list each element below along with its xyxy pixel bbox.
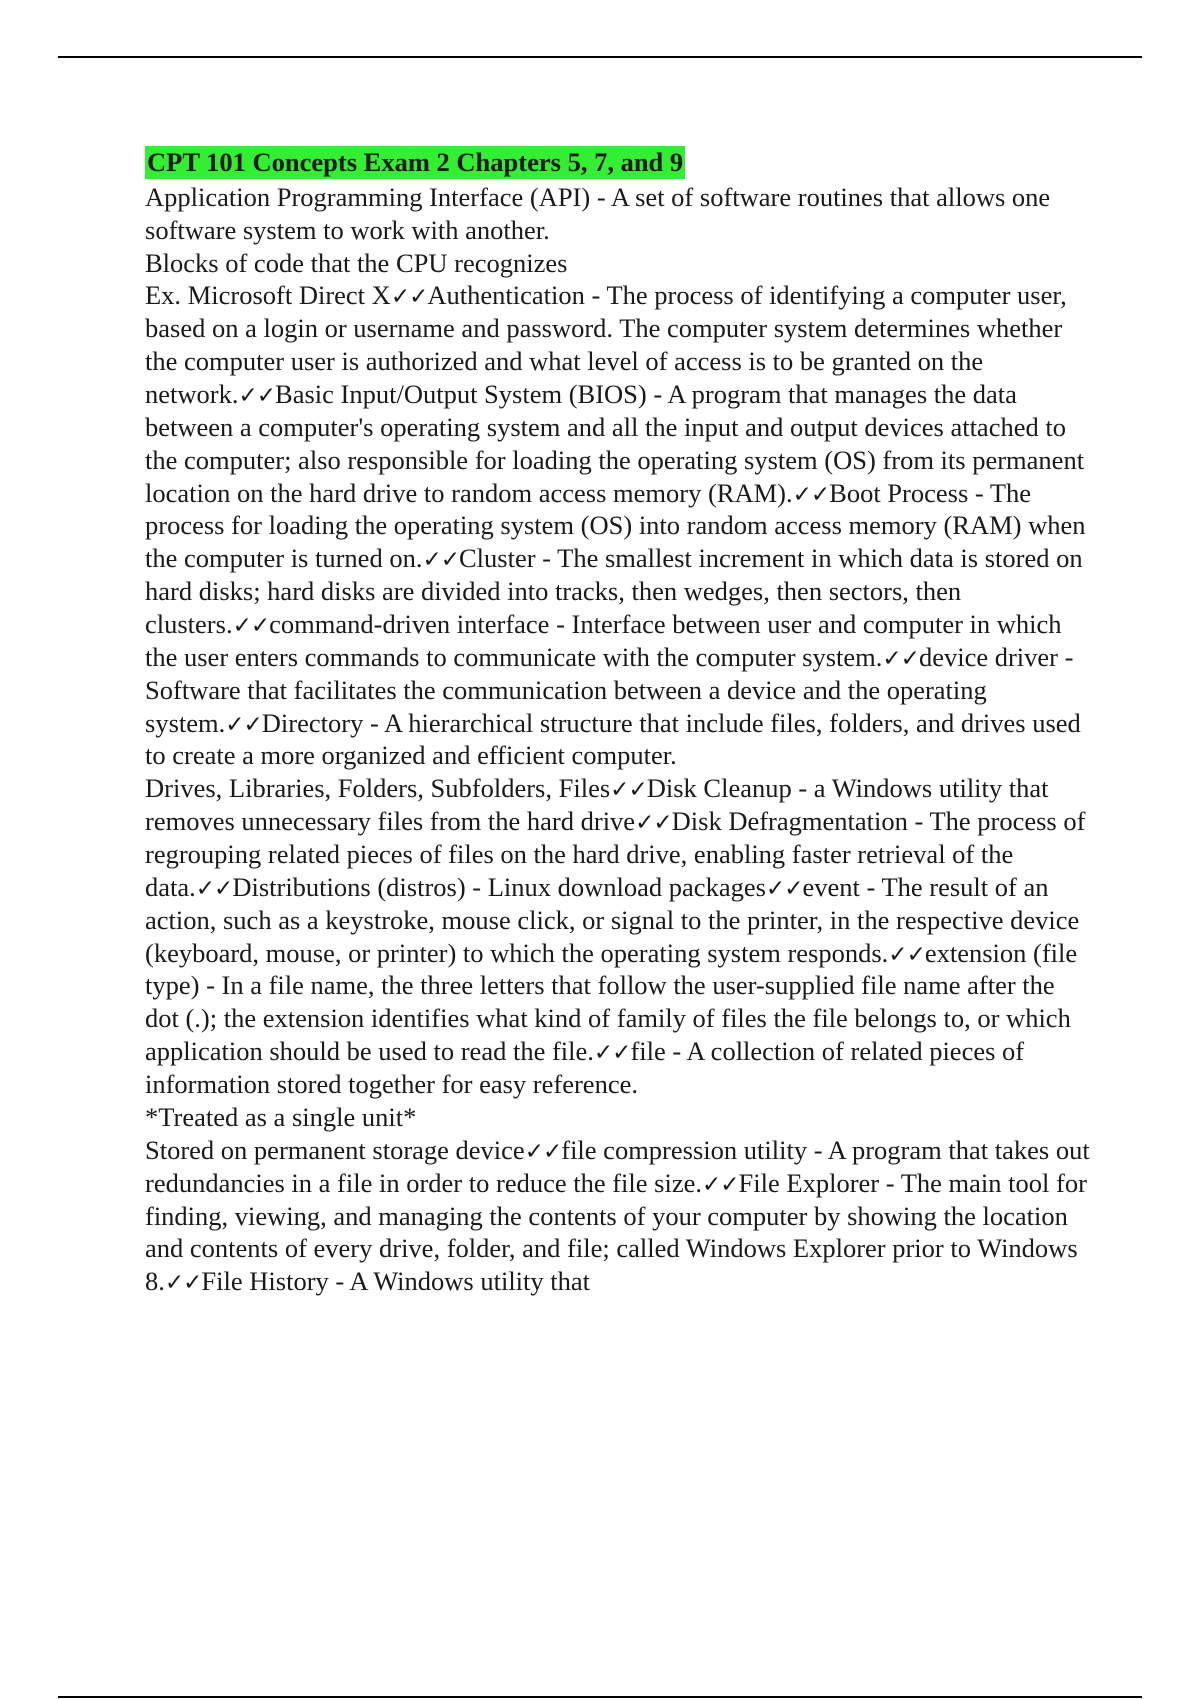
term-definition: event - The result of an action, such as a keystroke, mouse click, or signal to the printer, in the respective device (keyboard, mouse, or printer) to which the operating system responds. bbox=[145, 871, 1080, 968]
check-mark-icon: ✓✓ bbox=[524, 1138, 562, 1165]
check-mark-icon: ✓✓ bbox=[765, 875, 803, 902]
term-definition: File Explorer - The main tool for finding, viewing, and managing the contents of your computer by showing the location and contents of every drive, folder, and file; called Windows Explorer prior to Windows 8. bbox=[145, 1167, 1087, 1297]
term-definition: Stored on permanent storage device bbox=[145, 1134, 525, 1165]
term-definition: Blocks of code that the CPU recognizes bbox=[145, 247, 568, 278]
term-definition: Cluster - The smallest increment in which data is stored on hard disks; hard disks are divided into tracks, then wedges, then sectors, then clusters. bbox=[145, 543, 1083, 640]
check-mark-icon: ✓✓ bbox=[702, 1171, 739, 1198]
check-mark-icon: ✓✓ bbox=[422, 547, 459, 574]
check-mark-icon: ✓✓ bbox=[610, 777, 647, 804]
check-mark-icon: ✓✓ bbox=[164, 1270, 202, 1297]
check-mark-icon: ✓✓ bbox=[882, 645, 919, 672]
check-mark-icon: ✓✓ bbox=[593, 1040, 631, 1067]
term-definition: extension (file type) - In a file name, the three letters that follow the user-supplied file name after the dot (.); the extension identifies what kind of family of files the file belongs to, or which application should be used to read the file. bbox=[145, 937, 1078, 1067]
document-paragraph bbox=[145, 1101, 1095, 1134]
term-definition: file - A collection of related pieces of information stored together for easy reference. bbox=[145, 1036, 1025, 1100]
term-definition: Disk Cleanup - a Windows utility that removes unnecessary files from the hard drive bbox=[145, 773, 1049, 837]
check-mark-icon: ✓✓ bbox=[225, 711, 262, 738]
document-body bbox=[145, 146, 1095, 1298]
check-mark-icon: ✓✓ bbox=[792, 481, 830, 508]
footer-rule bbox=[58, 1696, 1142, 1698]
document-title: CPT 101 Concepts Exam 2 Chapters 5, 7, and 9 bbox=[147, 147, 684, 177]
term-definition: Application Programming Interface (API) - A set of software routines that allows one software system to work with another. bbox=[145, 181, 1051, 245]
term-definition: file compression utility - A program that takes out redundancies in a file in order to reduce the file size. bbox=[145, 1134, 1090, 1198]
term-definition: Drives, Libraries, Folders, Subfolders, Files bbox=[145, 773, 611, 804]
term-definition: Ex. Microsoft Direct X bbox=[145, 280, 391, 311]
check-mark-icon: ✓✓ bbox=[238, 383, 276, 410]
term-definition: Directory - A hierarchical structure that include files, folders, and drives used to create a more organized and efficient computer. bbox=[145, 707, 1081, 771]
term-definition: Distributions (distros) - Linux download packages bbox=[232, 871, 766, 902]
check-mark-icon: ✓✓ bbox=[888, 941, 925, 968]
term-definition: File History - A Windows utility that bbox=[201, 1266, 591, 1297]
document-paragraph bbox=[145, 247, 1095, 280]
header-rule bbox=[58, 56, 1142, 58]
document-paragraph bbox=[145, 181, 1095, 247]
check-mark-icon: ✓✓ bbox=[232, 613, 270, 640]
check-mark-icon: ✓✓ bbox=[390, 284, 428, 311]
check-mark-icon: ✓✓ bbox=[195, 875, 233, 902]
document-paragraph bbox=[145, 279, 1095, 772]
term-definition: Basic Input/Output System (BIOS) - A program that manages the data between a computer's operating system and all the input and output devices attached to the computer; also responsible for loading the operating system (OS) from its permanent location on the hard drive to random access memory (RAM). bbox=[145, 379, 1085, 508]
term-definition: command-driven interface - Interface between user and computer in which the user enters commands to communicate with the computer system. bbox=[145, 609, 1062, 672]
document-paragraph bbox=[145, 1134, 1095, 1298]
term-definition: Authentication - The process of identifying a computer user, based on a login or username and password. The computer system determines whether the computer user is authorized and what level of access is to be granted on the network. bbox=[145, 280, 1067, 410]
check-mark-icon: ✓✓ bbox=[635, 810, 672, 837]
term-definition: Disk Defragmentation - The process of regrouping related pieces of files on the hard drive, enabling faster retrieval of the data. bbox=[145, 806, 1086, 902]
document-paragraph bbox=[145, 772, 1095, 1101]
term-definition: device driver - Software that facilitates the communication between a device and the operating system. bbox=[145, 641, 1074, 738]
term-definition: *Treated as a single unit* bbox=[145, 1101, 417, 1132]
document-paragraphs bbox=[145, 181, 1095, 1298]
term-definition: Boot Process - The process for loading the operating system (OS) into random access memory (RAM) when the computer is turned on. bbox=[145, 477, 1086, 574]
